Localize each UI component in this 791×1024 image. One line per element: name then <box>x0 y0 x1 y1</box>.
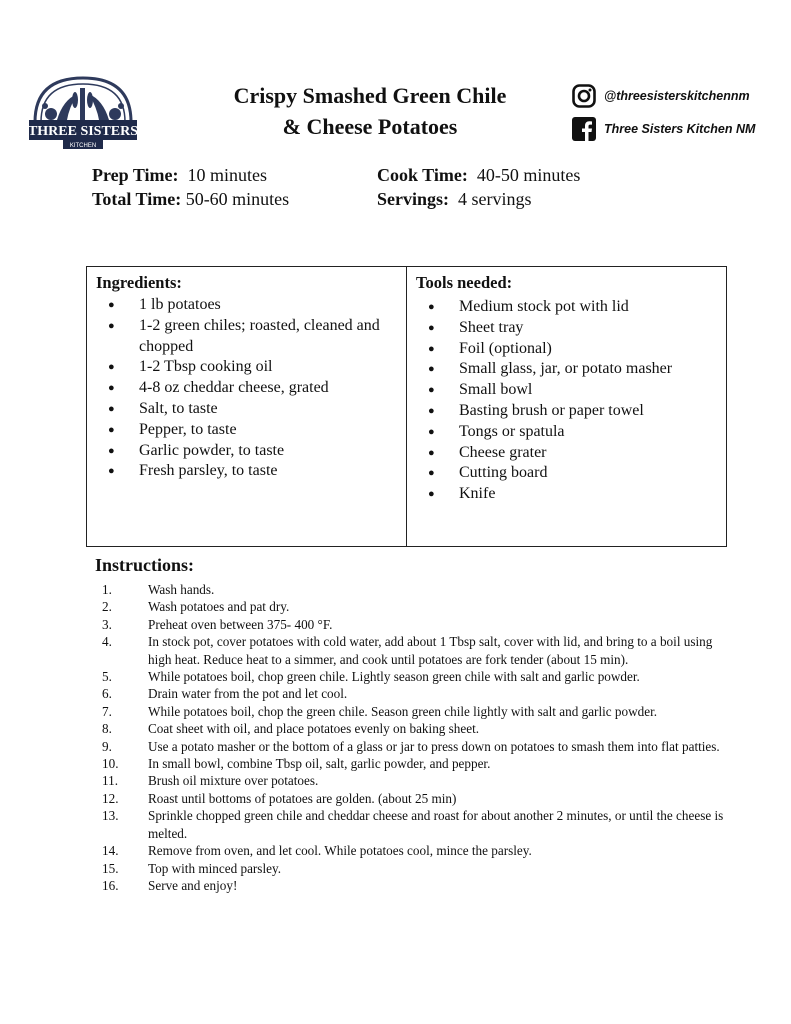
step-text: Wash hands. <box>148 582 215 597</box>
servings-value: 4 servings <box>458 189 532 209</box>
logo-sub-text: KITCHEN <box>69 143 97 149</box>
prep-time <box>92 163 289 187</box>
step-text: In small bowl, combine Tbsp oil, salt, garlic powder, and pepper. <box>148 756 491 772</box>
step-text: Use a potato masher or the bottom of a glass or jar to press down on potatoes to smash them into flat patties. <box>148 738 720 754</box>
cook-time-label: Cook Time: <box>377 165 468 185</box>
step-number: 16. <box>102 877 119 893</box>
tool-item: ● Sheet tray <box>416 318 726 339</box>
tool-item: ● Tongs or spatula <box>416 422 726 443</box>
step-text: Roast until bottoms of potatoes are golden. (about 25 min) <box>148 790 457 806</box>
instructions-title: Instructions: <box>95 555 195 575</box>
ingredients-column <box>87 267 407 546</box>
step-number: 8. <box>102 721 112 737</box>
step-text: Serve and enjoy! <box>148 877 238 893</box>
step-text: Drain water from the pot and let cool. <box>148 686 348 702</box>
instructions-list <box>100 581 725 894</box>
step-text: Wash potatoes and pat dry. <box>148 599 290 615</box>
facebook-page-text: Three Sisters Kitchen NM <box>604 122 756 136</box>
tool-item: ● Foil (optional) <box>416 339 726 360</box>
time-info-right <box>377 163 580 211</box>
total-time <box>92 187 289 211</box>
instruction-step <box>100 755 725 772</box>
ingredients-title: Ingredients: <box>96 273 182 292</box>
instagram-handle-text: @threesisterskitchennm <box>604 89 750 103</box>
ingredient-item: ● Pepper, to taste <box>96 420 406 441</box>
step-text: While potatoes boil, chop the green chile. Season green chile lightly with salt and garlic powder. <box>148 703 658 719</box>
instruction-step <box>100 616 725 633</box>
step-number: 2. <box>102 599 112 615</box>
prep-time-label: Prep Time: <box>92 165 179 185</box>
instruction-step <box>100 720 725 737</box>
ingredient-item: ● 1-2 Tbsp cooking oil <box>96 357 406 378</box>
instruction-step <box>100 807 725 842</box>
instruction-step <box>100 703 725 720</box>
facebook-icon <box>572 117 596 141</box>
step-number: 3. <box>102 616 112 632</box>
recipe-title-line1: Crispy Smashed Green Chile <box>233 83 507 108</box>
step-text: In stock pot, cover potatoes with cold water, add about 1 Tbsp salt, cover with lid, and bring to a boil using high heat. Reduce heat to a simmer, and cook until potatoes are fork tender (about 15 min). <box>148 634 713 667</box>
tool-item: ● Cutting board <box>416 463 726 484</box>
instruction-step <box>100 581 725 598</box>
ingredients-tools-table <box>86 266 727 547</box>
step-number: 15. <box>102 860 119 876</box>
step-text: Brush oil mixture over potatoes. <box>148 773 319 789</box>
tool-item: ● Medium stock pot with lid <box>416 297 726 318</box>
step-number: 10. <box>102 756 119 772</box>
step-text: Sprinkle chopped green chile and cheddar cheese and roast for about another 2 minutes, or until the cheese is melted. <box>148 808 724 841</box>
step-number: 13. <box>102 808 119 824</box>
step-text: Remove from oven, and let cool. While potatoes cool, mince the parsley. <box>148 843 532 859</box>
prep-time-value: 10 minutes <box>187 165 267 185</box>
cook-time <box>377 163 580 187</box>
ingredient-item: ● Garlic powder, to taste <box>96 441 406 462</box>
step-text: Preheat oven between 375- 400 °F. <box>148 616 333 632</box>
time-info-left <box>92 163 289 211</box>
ingredient-item: ● 4-8 oz cheddar cheese, grated <box>96 378 406 399</box>
step-number: 9. <box>102 738 112 754</box>
instagram-handle <box>572 84 750 108</box>
logo-brand-text: THREE SISTERS <box>27 124 139 139</box>
step-number: 6. <box>102 686 112 702</box>
total-time-value: 50-60 minutes <box>185 189 290 209</box>
facebook-page <box>572 117 755 141</box>
instruction-step <box>100 738 725 755</box>
servings <box>377 187 580 211</box>
step-text: While potatoes boil, chop green chile. Lightly season green chile with salt and garlic powder. <box>148 669 640 685</box>
instruction-step <box>100 842 725 859</box>
instruction-step <box>100 685 725 702</box>
tools-column <box>407 267 726 546</box>
ingredients-list <box>96 295 406 482</box>
step-number: 5. <box>102 669 112 685</box>
instruction-step <box>100 598 725 615</box>
step-number: 7. <box>102 703 112 719</box>
tool-item: ● Small glass, jar, or potato masher <box>416 359 726 380</box>
recipe-title <box>200 80 540 142</box>
total-time-label: Total Time: <box>92 189 182 209</box>
instruction-step <box>100 772 725 789</box>
ingredient-item: ● 1 lb potatoes <box>96 295 406 316</box>
instruction-step <box>100 877 725 894</box>
instruction-step <box>100 668 725 685</box>
step-number: 12. <box>102 790 119 806</box>
instruction-step <box>100 790 725 807</box>
instagram-icon <box>572 84 596 108</box>
instruction-step <box>100 860 725 877</box>
instruction-step <box>100 633 725 668</box>
step-number: 1. <box>102 582 112 597</box>
tools-list <box>416 297 726 505</box>
step-text: Top with minced parsley. <box>148 860 281 876</box>
ingredient-item: ● Fresh parsley, to taste <box>96 461 406 482</box>
step-number: 4. <box>102 634 112 650</box>
tool-item: ● Knife <box>416 484 726 505</box>
step-text: Coat sheet with oil, and place potatoes evenly on baking sheet. <box>148 721 480 737</box>
step-number: 11. <box>102 773 118 789</box>
step-number: 14. <box>102 843 119 859</box>
ingredient-item: ● 1-2 green chiles; roasted, cleaned and chopped <box>96 316 406 358</box>
servings-label: Servings: <box>377 189 449 209</box>
tools-title: Tools needed: <box>416 273 513 292</box>
three-sisters-logo <box>27 74 139 152</box>
recipe-title-line2: & Cheese Potatoes <box>282 114 458 139</box>
tool-item: ● Basting brush or paper towel <box>416 401 726 422</box>
tool-item: ● Small bowl <box>416 380 726 401</box>
cook-time-value: 40-50 minutes <box>476 165 581 185</box>
ingredient-item: ● Salt, to taste <box>96 399 406 420</box>
tool-item: ● Cheese grater <box>416 443 726 464</box>
